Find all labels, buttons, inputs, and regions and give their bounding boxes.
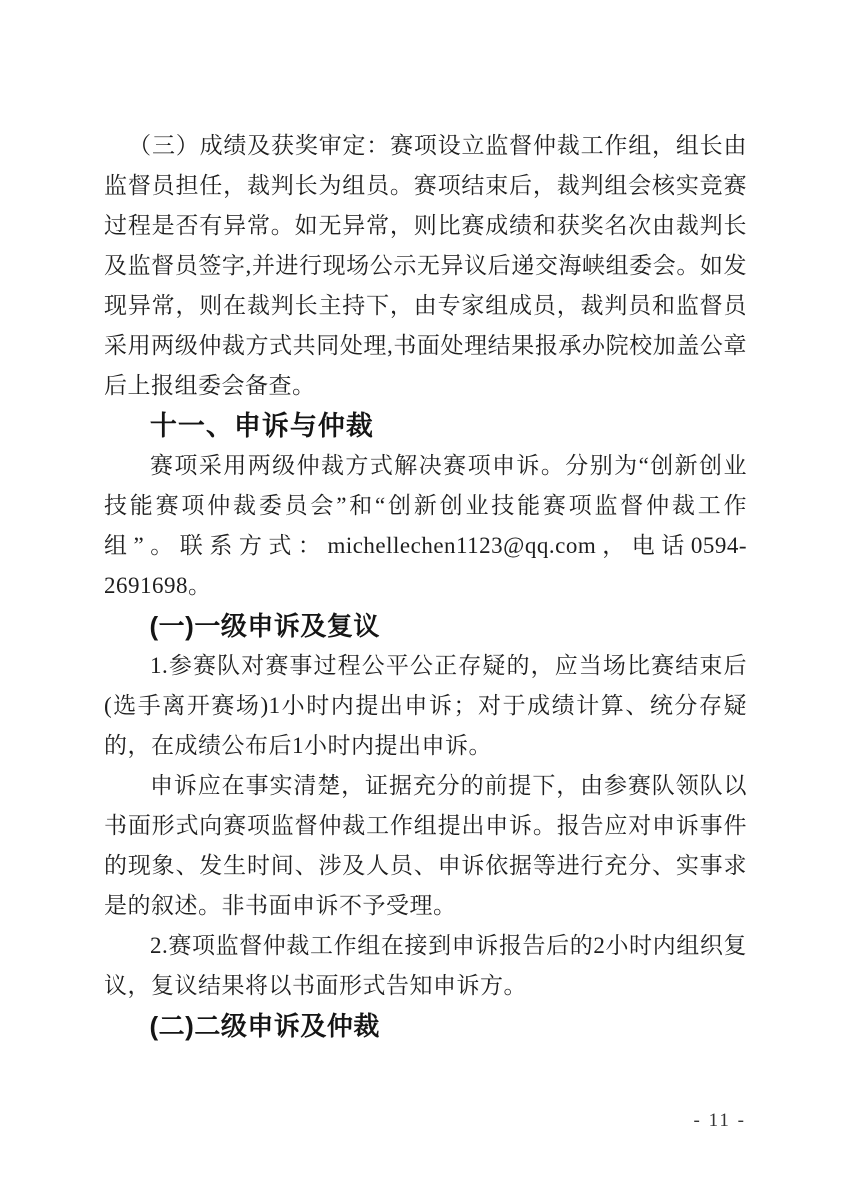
subheading-first-level-appeal-review: (一)一级申诉及复议 xyxy=(149,611,380,641)
paragraph-appeal-time-limits: 1.参赛队对赛事过程公平公正存疑的，应当场比赛结束后(选手离开赛场)1小时内提出申诉；对于成绩计算、统分存疑的，在成绩公布后1小时内提出申诉。 xyxy=(104,653,747,758)
page-number: - 11 - xyxy=(693,1110,746,1131)
paragraph-review-organization: 2.赛项监督仲裁工作组在接到申诉报告后的2小时内组织复议，复议结果将以书面形式告知申诉方。 xyxy=(104,933,747,998)
heading-appeal-and-arbitration: 十一、申诉与仲裁 xyxy=(149,411,374,441)
paragraph-appeal-written-requirements: 申诉应在事实清楚，证据充分的前提下，由参赛队领队以书面形式向赛项监督仲裁工作组提出申诉。报告应对申诉事件的现象、发生时间、涉及人员、申诉依据等进行充分、实事求是的叙述。非书面申诉不予受理。 xyxy=(104,773,747,918)
subheading-second-level-appeal-arbitration: (二)二级申诉及仲裁 xyxy=(149,1011,380,1041)
paragraph-score-award-review: （三）成绩及获奖审定：赛项设立监督仲裁工作组，组长由监督员担任，裁判长为组员。赛项结束后，裁判组会核实竞赛过程是否有异常。如无异常，则比赛成绩和获奖名次由裁判长及监督员签字,并进行现场公示无异议后递交海峡组委会。如发现异常，则在裁判长主持下，由专家组成员，裁判员和监督员采用两级仲裁方式共同处理,书面处理结果报承办院校加盖公章后上报组委会备查。 xyxy=(104,133,747,398)
paragraph-arbitration-method-contact: 赛项采用两级仲裁方式解决赛项申诉。分别为“创新创业技能赛项仲裁委员会”和“创新创业技能赛项监督仲裁工作组”。联系方式：michellechen1123@qq.com，电话0594-2691698。 xyxy=(104,453,747,598)
document-body xyxy=(104,126,747,1046)
